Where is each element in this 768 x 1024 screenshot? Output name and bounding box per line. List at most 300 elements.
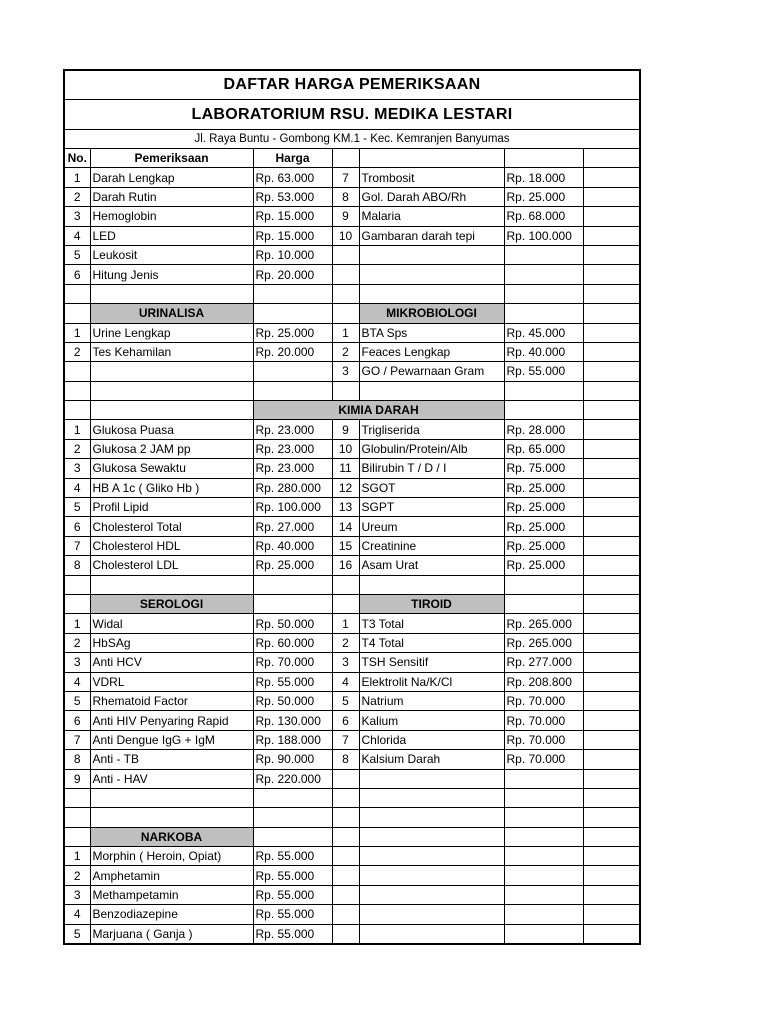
left-item-number: 3 [65,459,90,478]
right-item-number: 2 [332,633,359,652]
table-row [65,226,641,245]
right-exam-name: Gol. Darah ABO/Rh [359,187,504,206]
empty-cell [583,556,641,575]
right-item-number: 6 [332,711,359,730]
right-item-number: 10 [332,226,359,245]
right-exam-name: SGPT [359,498,504,517]
right-item-number: 14 [332,517,359,536]
right-exam-price: Rp. 18.000 [504,168,583,187]
right-exam-name: Trigliserida [359,420,504,439]
table-row [65,808,641,827]
empty-cell [583,614,641,633]
section-header-kimia-darah: KIMIA DARAH [253,401,504,420]
empty-cell [504,847,583,866]
empty-cell [65,284,90,303]
right-exam-price: Rp. 70.000 [504,711,583,730]
empty-cell [253,284,332,303]
left-exam-price: Rp. 23.000 [253,420,332,439]
left-item-number: 4 [65,226,90,245]
empty-cell [583,594,641,613]
empty-cell [332,284,359,303]
table-row [65,711,641,730]
empty-cell [65,788,90,807]
table-row [65,149,641,168]
left-item-number: 4 [65,905,90,924]
empty-cell [332,381,359,400]
section-header-mikrobiologi: MIKROBIOLOGI [359,304,504,323]
empty-cell [583,362,641,381]
empty-cell [583,905,641,924]
empty-cell [583,827,641,846]
left-exam-name: Cholesterol Total [90,517,253,536]
empty-cell [583,187,641,206]
left-exam-name: Profil Lipid [90,498,253,517]
left-item-number: 1 [65,323,90,342]
price-list-sheet [63,69,641,945]
right-exam-name: T3 Total [359,614,504,633]
left-exam-price: Rp. 70.000 [253,653,332,672]
left-item-number: 8 [65,750,90,769]
right-exam-price: Rp. 70.000 [504,691,583,710]
table-row [65,536,641,555]
left-item-number: 6 [65,517,90,536]
left-item-number: 1 [65,168,90,187]
left-exam-price: Rp. 220.000 [253,769,332,788]
empty-cell [583,730,641,749]
table-row [65,420,641,439]
empty-cell [90,808,253,827]
document-title: DAFTAR HARGA PEMERIKSAAN [65,71,639,100]
left-exam-name: Morphin ( Heroin, Opiat) [90,847,253,866]
empty-cell [583,633,641,652]
table-row [65,478,641,497]
left-exam-price: Rp. 20.000 [253,342,332,361]
right-exam-name: SGOT [359,478,504,497]
left-item-number: 9 [65,769,90,788]
empty-cell [253,304,332,323]
left-exam-price: Rp. 55.000 [253,866,332,885]
empty-cell [90,401,253,420]
section-header-urinalisa: URINALISA [90,304,253,323]
right-exam-name: Kalsium Darah [359,750,504,769]
table-row [65,866,641,885]
right-exam-name: Bilirubin T / D / I [359,459,504,478]
right-exam-name: Natrium [359,691,504,710]
left-exam-name: Darah Lengkap [90,168,253,187]
left-item-number: 8 [65,556,90,575]
empty-cell [583,284,641,303]
left-exam-name: Cholesterol HDL [90,536,253,555]
empty-cell [359,847,504,866]
empty-cell [504,924,583,943]
empty-cell [504,594,583,613]
left-item-number: 2 [65,633,90,652]
right-exam-price: Rp. 25.000 [504,536,583,555]
table-row [65,633,641,652]
empty-cell [583,808,641,827]
empty-cell [253,362,332,381]
right-exam-price: Rp. 265.000 [504,614,583,633]
left-item-number: 6 [65,265,90,284]
left-item-number: 3 [65,885,90,904]
empty-cell [65,362,90,381]
empty-cell [90,381,253,400]
table-row [65,924,641,943]
right-exam-price: Rp. 65.000 [504,439,583,458]
empty-cell [583,420,641,439]
empty-cell [253,594,332,613]
empty-cell [65,808,90,827]
table-row [65,517,641,536]
right-exam-price: Rp. 70.000 [504,730,583,749]
left-exam-name: Leukosit [90,245,253,264]
empty-cell [65,401,90,420]
left-exam-name: Urine Lengkap [90,323,253,342]
table-row [65,575,641,594]
empty-cell [583,265,641,284]
empty-cell [359,381,504,400]
left-exam-name: Glukosa Puasa [90,420,253,439]
left-item-number: 1 [65,847,90,866]
empty-cell [90,788,253,807]
left-exam-name: Anti - TB [90,750,253,769]
table-row [65,401,641,420]
empty-cell [583,847,641,866]
price-table [65,149,641,943]
left-exam-price: Rp. 15.000 [253,207,332,226]
left-exam-name: Rhematoid Factor [90,691,253,710]
left-exam-price: Rp. 23.000 [253,439,332,458]
right-item-number: 1 [332,614,359,633]
left-item-number: 7 [65,536,90,555]
table-row [65,439,641,458]
laboratory-name: LABORATORIUM RSU. MEDIKA LESTARI [65,100,639,130]
left-exam-price: Rp. 20.000 [253,265,332,284]
right-exam-price: Rp. 25.000 [504,187,583,206]
empty-cell [332,575,359,594]
left-exam-price: Rp. 55.000 [253,905,332,924]
left-exam-price: Rp. 15.000 [253,226,332,245]
right-exam-name: Feaces Lengkap [359,342,504,361]
table-row [65,187,641,206]
empty-cell [90,575,253,594]
right-item-number: 8 [332,187,359,206]
right-exam-price: Rp. 75.000 [504,459,583,478]
left-exam-name: Cholesterol LDL [90,556,253,575]
left-exam-price: Rp. 25.000 [253,323,332,342]
right-exam-name: TSH Sensitif [359,653,504,672]
empty-cell [583,885,641,904]
empty-cell [65,575,90,594]
left-exam-name: Anti Dengue IgG + IgM [90,730,253,749]
left-exam-name: Tes Kehamilan [90,342,253,361]
left-exam-name: Anti HCV [90,653,253,672]
left-exam-name: LED [90,226,253,245]
empty-cell [359,245,504,264]
empty-cell [253,808,332,827]
empty-cell [332,788,359,807]
empty-cell [65,304,90,323]
empty-cell [359,265,504,284]
section-header-serologi: SEROLOGI [90,594,253,613]
left-exam-price: Rp. 60.000 [253,633,332,652]
right-exam-price: Rp. 277.000 [504,653,583,672]
right-exam-price: Rp. 25.000 [504,498,583,517]
empty-cell [504,304,583,323]
empty-cell [253,788,332,807]
right-item-number: 7 [332,168,359,187]
left-item-number: 1 [65,420,90,439]
empty-cell [583,924,641,943]
empty-cell [504,284,583,303]
left-item-number: 2 [65,866,90,885]
empty-cell [504,401,583,420]
table-row [65,381,641,400]
left-item-number: 5 [65,691,90,710]
empty-cell [359,575,504,594]
empty-cell [90,362,253,381]
empty-cell [504,149,583,168]
right-item-number: 1 [332,323,359,342]
left-exam-price: Rp. 10.000 [253,245,332,264]
table-row [65,847,641,866]
right-exam-name: Kalium [359,711,504,730]
right-item-number: 3 [332,362,359,381]
empty-cell [583,788,641,807]
left-exam-name: Glukosa Sewaktu [90,459,253,478]
column-header-exam: Pemeriksaan [90,149,253,168]
left-item-number: 6 [65,711,90,730]
table-row [65,653,641,672]
empty-cell [253,827,332,846]
left-item-number: 2 [65,187,90,206]
empty-cell [583,478,641,497]
right-exam-price: Rp. 45.000 [504,323,583,342]
empty-cell [332,808,359,827]
right-exam-price: Rp. 68.000 [504,207,583,226]
right-item-number: 9 [332,420,359,439]
right-item-number: 9 [332,207,359,226]
left-item-number: 7 [65,730,90,749]
left-item-number: 4 [65,478,90,497]
left-exam-price: Rp. 53.000 [253,187,332,206]
column-header-no: No. [65,149,90,168]
empty-cell [332,149,359,168]
left-exam-price: Rp. 55.000 [253,924,332,943]
left-exam-price: Rp. 40.000 [253,536,332,555]
left-exam-name: Widal [90,614,253,633]
right-item-number: 13 [332,498,359,517]
right-exam-name: Globulin/Protein/Alb [359,439,504,458]
empty-cell [253,381,332,400]
right-item-number: 8 [332,750,359,769]
empty-cell [359,284,504,303]
empty-cell [504,866,583,885]
empty-cell [359,808,504,827]
right-exam-price: Rp. 40.000 [504,342,583,361]
left-exam-price: Rp. 27.000 [253,517,332,536]
empty-cell [583,769,641,788]
table-row [65,556,641,575]
empty-cell [504,575,583,594]
left-exam-name: Marjuana ( Ganja ) [90,924,253,943]
left-item-number: 5 [65,498,90,517]
right-item-number: 7 [332,730,359,749]
empty-cell [359,827,504,846]
right-exam-name: Ureum [359,517,504,536]
right-exam-name: GO / Pewarnaan Gram [359,362,504,381]
left-exam-name: Benzodiazepine [90,905,253,924]
left-exam-price: Rp. 55.000 [253,672,332,691]
empty-cell [583,149,641,168]
empty-cell [583,653,641,672]
left-exam-name: Anti - HAV [90,769,253,788]
empty-cell [504,769,583,788]
left-exam-price: Rp. 100.000 [253,498,332,517]
right-exam-name: Asam Urat [359,556,504,575]
empty-cell [583,304,641,323]
table-row [65,245,641,264]
empty-cell [332,594,359,613]
right-exam-price: Rp. 25.000 [504,556,583,575]
empty-cell [504,905,583,924]
right-exam-name: Elektrolit Na/K/Cl [359,672,504,691]
table-row [65,498,641,517]
empty-cell [583,439,641,458]
table-row [65,362,641,381]
empty-cell [583,401,641,420]
empty-cell [359,149,504,168]
table-row [65,459,641,478]
table-row [65,769,641,788]
right-exam-price: Rp. 28.000 [504,420,583,439]
right-exam-price: Rp. 208.800 [504,672,583,691]
empty-cell [359,866,504,885]
left-item-number: 4 [65,672,90,691]
empty-cell [359,905,504,924]
left-item-number: 1 [65,614,90,633]
table-row [65,304,641,323]
empty-cell [90,284,253,303]
left-exam-name: Darah Rutin [90,187,253,206]
left-exam-name: Amphetamin [90,866,253,885]
left-exam-name: Hemoglobin [90,207,253,226]
right-exam-price: Rp. 25.000 [504,517,583,536]
left-item-number: 2 [65,439,90,458]
right-exam-name: Gambaran darah tepi [359,226,504,245]
empty-cell [65,827,90,846]
empty-cell [583,866,641,885]
table-row [65,323,641,342]
empty-cell [332,827,359,846]
empty-cell [504,788,583,807]
empty-cell [359,769,504,788]
empty-cell [583,691,641,710]
table-row [65,614,641,633]
empty-cell [504,808,583,827]
right-item-number: 10 [332,439,359,458]
empty-cell [504,265,583,284]
left-exam-name: Anti HIV Penyaring Rapid [90,711,253,730]
table-row [65,265,641,284]
right-item-number: 16 [332,556,359,575]
empty-cell [65,381,90,400]
left-item-number: 5 [65,924,90,943]
left-exam-price: Rp. 23.000 [253,459,332,478]
empty-cell [332,769,359,788]
empty-cell [504,381,583,400]
empty-cell [332,924,359,943]
empty-cell [332,847,359,866]
empty-cell [583,711,641,730]
section-header-narkoba: NARKOBA [90,827,253,846]
left-item-number: 5 [65,245,90,264]
empty-cell [583,498,641,517]
left-exam-price: Rp. 25.000 [253,556,332,575]
table-row [65,905,641,924]
left-item-number: 3 [65,207,90,226]
empty-cell [332,866,359,885]
left-exam-name: HbSAg [90,633,253,652]
empty-cell [332,905,359,924]
left-exam-price: Rp. 50.000 [253,614,332,633]
right-item-number: 12 [332,478,359,497]
table-row [65,594,641,613]
empty-cell [583,323,641,342]
left-exam-name: Methampetamin [90,885,253,904]
table-row [65,750,641,769]
empty-cell [504,885,583,904]
left-item-number: 3 [65,653,90,672]
table-row [65,885,641,904]
column-header-price: Harga [253,149,332,168]
right-item-number: 5 [332,691,359,710]
right-item-number: 3 [332,653,359,672]
table-row [65,691,641,710]
empty-cell [583,226,641,245]
right-exam-name: Chlorida [359,730,504,749]
empty-cell [583,536,641,555]
empty-cell [359,788,504,807]
empty-cell [332,304,359,323]
left-item-number: 2 [65,342,90,361]
empty-cell [65,594,90,613]
table-row [65,284,641,303]
table-row [65,788,641,807]
right-exam-name: Trombosit [359,168,504,187]
left-exam-name: HB A 1c ( Gliko Hb ) [90,478,253,497]
empty-cell [583,381,641,400]
address-line: Jl. Raya Buntu - Gombong KM.1 - Kec. Kemranjen Banyumas [65,130,639,149]
right-item-number: 11 [332,459,359,478]
right-exam-price: Rp. 100.000 [504,226,583,245]
right-item-number: 15 [332,536,359,555]
left-exam-price: Rp. 130.000 [253,711,332,730]
table-row [65,827,641,846]
empty-cell [332,885,359,904]
empty-cell [253,575,332,594]
left-exam-price: Rp. 55.000 [253,885,332,904]
empty-cell [583,575,641,594]
left-exam-price: Rp. 280.000 [253,478,332,497]
empty-cell [359,885,504,904]
right-exam-name: BTA Sps [359,323,504,342]
empty-cell [583,459,641,478]
empty-cell [359,924,504,943]
right-exam-name: T4 Total [359,633,504,652]
empty-cell [583,342,641,361]
right-item-number: 2 [332,342,359,361]
